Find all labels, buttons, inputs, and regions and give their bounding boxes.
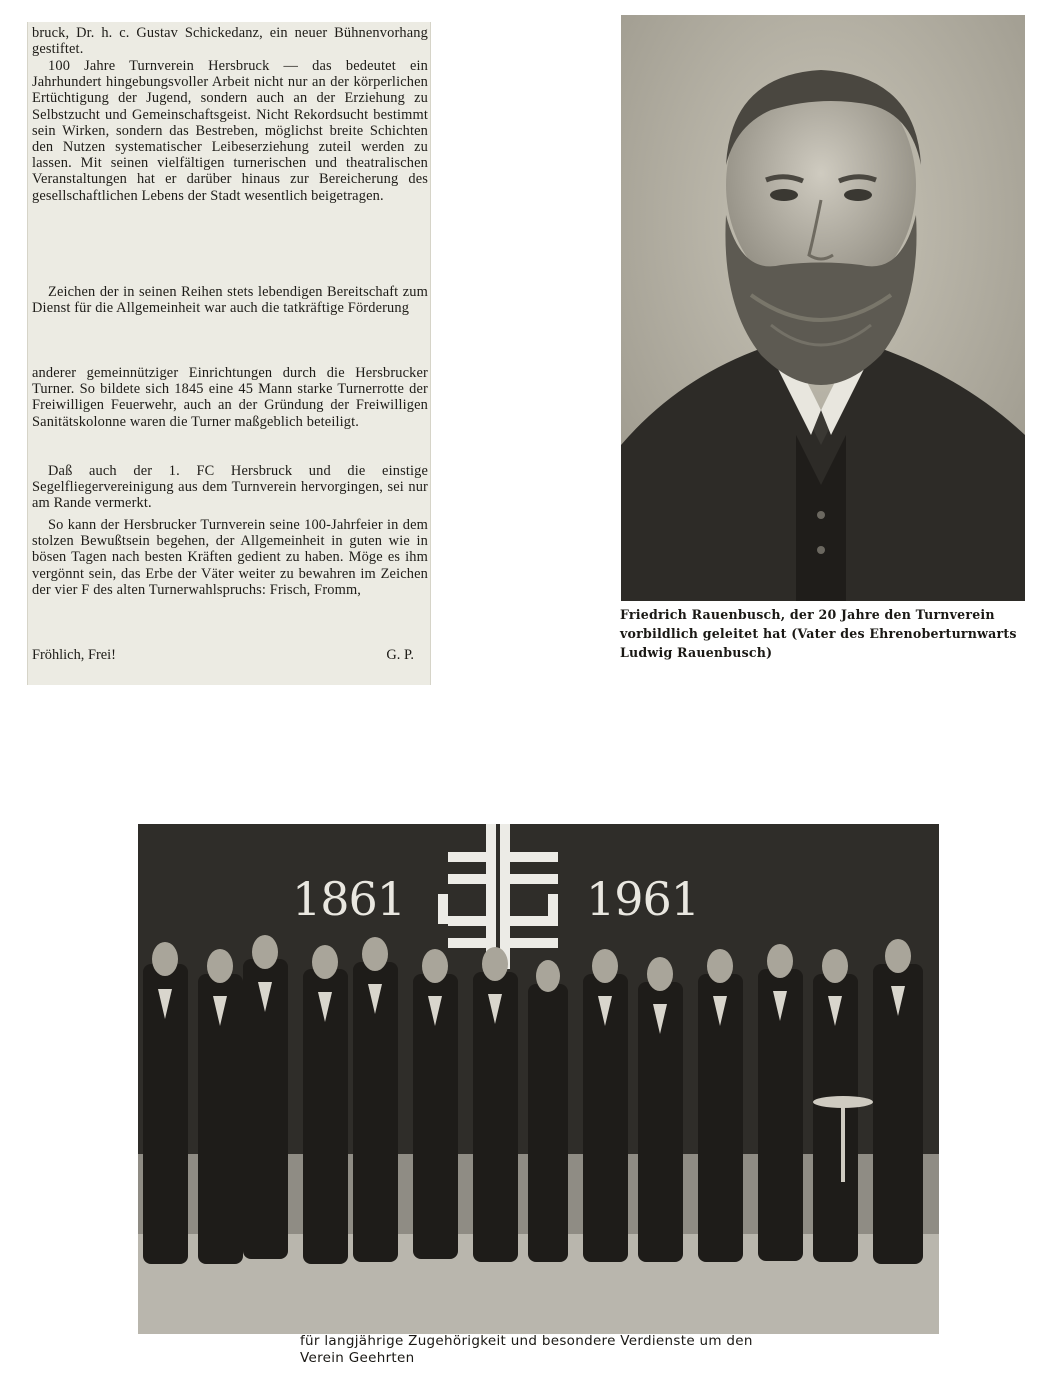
article-closing-words: Fröhlich, Frei! — [32, 647, 116, 663]
article-paragraph-1: bruck, Dr. h. c. Gustav Schickedanz, ein neuer Bühnenvorhang gestiftet. — [32, 25, 428, 58]
year-1861: 1861 — [292, 872, 406, 926]
group-photo — [138, 824, 939, 1334]
year-1961: 1961 — [586, 872, 700, 926]
article-paragraph-3: Zeichen der in seinen Reihen stets lebendigen Bereitschaft zum Dienst für die Allgemeinheit war auch die tatkräftige Förderung — [32, 284, 428, 317]
group-photo-caption: für langjährige Zugehörigkeit und besondere Verdienste um den Verein Geehrten — [300, 1333, 753, 1366]
article-paragraph-5: Daß auch der 1. FC Hersbruck und die einstige Segelfliegervereinigung aus dem Turnverein hervorgingen, sei nur am Rande vermerkt. — [32, 463, 428, 512]
article-paragraph-6: So kann der Hersbrucker Turnverein seine 100-Jahrfeier in dem stolzen Bewußtsein begehen, der Allgemeinheit in guten wie in bösen Tagen nach besten Kräften gedient zu haben. Möge es ihm vergönnt sein, das Erbe der Väter weiter zu bewahren im Zeichen der vier F des alten Turnerwahlspruchs: Frisch, Fromm, — [32, 517, 428, 598]
group-image — [138, 824, 939, 1334]
portrait-image — [621, 15, 1025, 601]
portrait-photo — [621, 15, 1025, 601]
article-paragraph-2: 100 Jahre Turnverein Hersbruck — das bedeutet ein Jahrhundert hingebungsvoller Arbeit nicht nur an der körperlichen Ertüchtigung der Jugend, sondern auch an der Erziehung zu Selbstzucht und Gemeinschaftsgeist. Nicht Rekordsucht bestimmt sein Wirken, sondern das Bestreben, möglichst breite Schichten den Nutzen systematischer Leibeserziehung zuteil werden zu lassen. Mit seinen vielfältigen turnerischen und theatralischen Veranstaltungen hat er darüber hinaus zur Bereicherung des gesellschaftlichen Lebens der Stadt wesentlich beigetragen. — [32, 58, 428, 204]
article-paragraph-4: anderer gemeinnütziger Einrichtungen durch die Hersbrucker Turner. So bildete sich 1845 eine 45 Mann starke Turnerrotte der Freiwilligen Feuerwehr, auch an der Gründung der Freiwilligen Sanitätskolonne waren die Turner maßgeblich beteiligt. — [32, 365, 428, 430]
article-clipping — [27, 22, 431, 685]
article-closing-line — [32, 647, 428, 663]
portrait-caption: Friedrich Rauenbusch, der 20 Jahre den Turnverein vorbildlich geleitet hat (Vater des Ehrenoberturnwarts Ludwig Rauenbusch) — [620, 607, 1017, 660]
article-signature: G. P. — [386, 647, 414, 663]
